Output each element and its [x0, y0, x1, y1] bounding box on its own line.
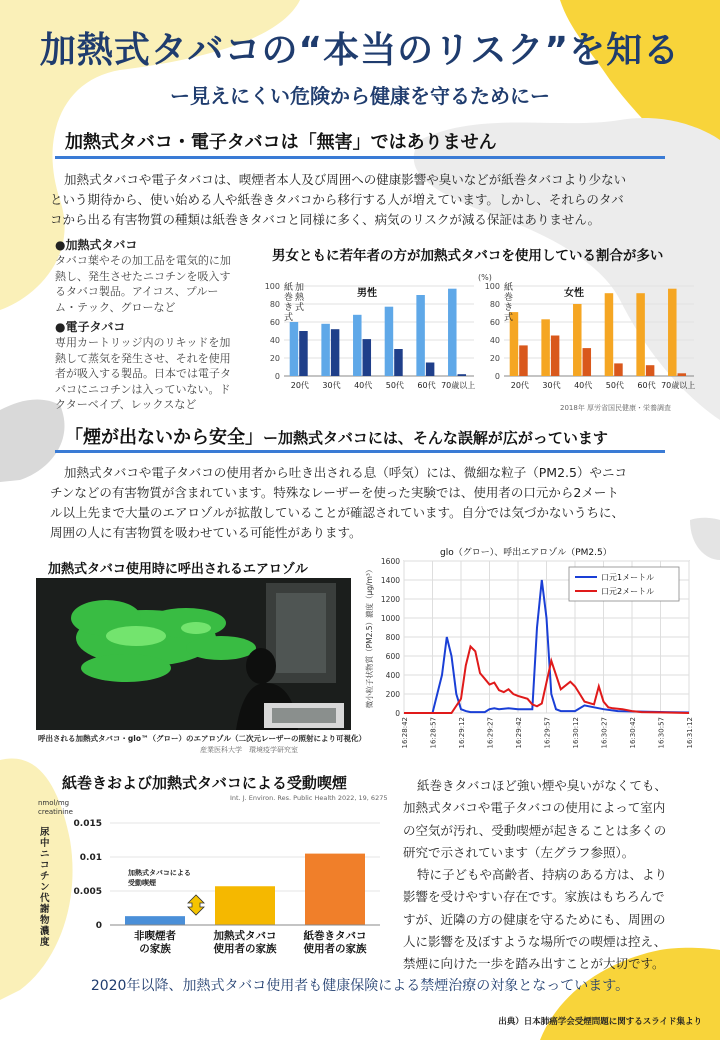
passive-smoking-chart [30, 795, 390, 965]
bar [519, 345, 528, 376]
x-tick-label: 16:29:27 [486, 717, 495, 749]
section1-heading-underline [55, 156, 665, 159]
x-tick-label: 40代 [574, 381, 593, 390]
section2-paragraph [50, 463, 695, 543]
bar [458, 374, 467, 376]
y-tick-label: 1000 [380, 614, 400, 623]
bar [394, 349, 403, 376]
x-tick-label: 16:30:42 [629, 717, 637, 749]
double-arrow-icon [188, 895, 204, 915]
y-axis-label-char: ニ [40, 849, 50, 860]
x-tick-label: 紙巻きタバコ [303, 930, 367, 942]
definition-line: バコにニコチンは入っていない。ド [55, 382, 231, 396]
annotation-char: き [284, 303, 294, 313]
bar [299, 331, 308, 376]
aerosol-photo-caption: 呼出される加熱式タバコ・glo™（グロー）のエアロゾル（二次元レーザーの照射により可視化） [38, 734, 367, 743]
definition-title: ●加熱式タバコ [55, 238, 138, 252]
x-tick-label: 16:30:57 [657, 717, 666, 749]
bar [573, 304, 582, 376]
paragraph-line: 紙巻きタバコほど強い煙や臭いがなくても、 [417, 778, 667, 793]
bar [215, 886, 275, 925]
definition-line: 者が吸入する製品。日本では電子タ [55, 367, 231, 380]
bar [353, 315, 362, 376]
paragraph-line: 研究で示されています（左グラフ参照）。 [403, 844, 635, 860]
definition-line: 熱し、発生させたニコチンを吸入す [55, 269, 231, 283]
bar [678, 373, 687, 376]
y-tick-label: 800 [385, 633, 400, 642]
footer-notice: 2020年以降、加熱式タバコ使用者も健康保険による禁煙治療の対象となっています。 [90, 978, 630, 994]
x-tick-label: 60代 [637, 381, 656, 390]
bar [426, 363, 435, 377]
definition-heated-tobacco [55, 236, 260, 315]
section2-heading-rest: ー加熱式タバコには、そんな誤解が広がっています [263, 429, 608, 447]
y-tick-label: 0 [274, 372, 280, 381]
bar [125, 916, 185, 925]
section1-paragraph [50, 170, 690, 230]
annotation-char: 巻 [284, 293, 294, 303]
annotation-label: 受動喫煙 [128, 879, 156, 887]
page-subtitle: ー見えにくい危険から健康を守るためにー [170, 84, 550, 108]
y-tick-label: 0 [95, 921, 102, 931]
paragraph-line: 加熱式タバコや電子タバコの使用によって室内 [403, 800, 666, 816]
paragraph-line: 影響を受けやすい存在です。家族はもちろんで [403, 889, 665, 905]
x-tick-label: 使用者の家族 [213, 943, 277, 955]
y-tick-label: 20 [269, 354, 280, 363]
y-tick-label: 0.01 [79, 853, 102, 863]
y-axis-label-char: コ [40, 860, 50, 871]
usage-chart-male [262, 272, 477, 402]
page-title: 加熱式タバコの“本当のリスク”を知る [39, 30, 681, 71]
bar [448, 289, 457, 376]
x-tick-label: 16:28:42 [401, 717, 409, 749]
y-axis-label-char: 中 [40, 838, 50, 849]
section3-paragraph [403, 775, 703, 976]
y-axis-label-char: 尿 [40, 827, 50, 838]
y-tick-label: 1400 [380, 576, 400, 585]
y-tick-label: 100 [264, 282, 280, 291]
bar [646, 365, 655, 376]
definition-line: るタバコ製品。アイコス、プルー [55, 285, 219, 298]
bar [551, 336, 560, 377]
annotation-char: 式 [295, 303, 305, 313]
y-tick-label: 0.015 [73, 819, 102, 829]
aerosol-photo-title: 加熱式タバコ使用時に呼出されるエアロゾル [48, 562, 308, 577]
x-tick-label: 70歳以上 [661, 381, 696, 390]
y-tick-label: 60 [269, 318, 280, 327]
aerosol-chart-title: glo（グロー）、呼出エアロゾル（PM2.5） [440, 548, 612, 558]
x-tick-label: 使用者の家族 [303, 943, 367, 955]
x-tick-label: 20代 [510, 381, 529, 390]
y-tick-label: 80 [269, 300, 280, 309]
x-tick-label: 30代 [542, 381, 561, 390]
paragraph-line: ル以上先まで大量のエアロゾルが拡散していることが確認されています。自分では気づかないうちに、 [50, 505, 625, 520]
y-tick-label: 600 [385, 652, 400, 661]
x-tick-label: 30代 [322, 381, 341, 390]
x-tick-label: 16:29:12 [458, 717, 466, 749]
usage-chart-female [474, 272, 699, 402]
definition-e-cigarette [55, 318, 260, 413]
section2-heading-underline [55, 450, 665, 453]
definition-line: 熱して蒸気を発生させ、それを使用 [55, 351, 231, 365]
y-unit-line: creatinine [38, 808, 73, 816]
y-tick-label: 200 [385, 690, 400, 699]
x-tick-label: 70歳以上 [441, 381, 476, 390]
chart-subtitle: 男性 [357, 288, 377, 299]
bar [331, 329, 340, 376]
y-tick-label: 40 [489, 336, 500, 345]
x-tick-label: 40代 [354, 381, 373, 390]
footer-source: 出典）日本肺癌学会受煙問題に関するスライド集より [498, 1017, 702, 1027]
paragraph-line: チンなどの有害物質が含まれています。特殊なレーザーを使った実験では、使用者の口元から2メート [50, 485, 619, 500]
bar [305, 854, 365, 925]
bar [290, 322, 299, 376]
bar [541, 319, 550, 376]
bar [605, 293, 614, 376]
paragraph-line: 人に影響を及ぼすような場所での喫煙は控え、 [403, 934, 667, 950]
y-axis-label-char: 謝 [40, 904, 50, 915]
chart-subtitle: 女性 [564, 288, 584, 299]
bar [583, 348, 592, 376]
x-tick-label: 50代 [385, 381, 404, 390]
definition-line: クターベイプ、レックスなど [55, 398, 197, 411]
x-tick-label: 加熱式タバコ [213, 930, 277, 942]
paragraph-line: 周囲の人に有害物質を吸わせている可能性があります。 [50, 525, 362, 540]
definition-title: ●電子タバコ [55, 320, 126, 334]
y-unit-line: nmol/mg [38, 799, 70, 807]
x-tick-label: 60代 [417, 381, 436, 390]
paragraph-line: 加熱式タバコや電子タバコは、喫煙者本人及び周囲への健康影響や臭いなどが紙巻タバコより少ない [64, 172, 627, 187]
x-tick-label: 20代 [290, 381, 309, 390]
passive-chart-source: Int. J. Environ. Res. Public Health 2022, 19, 6275 [230, 794, 388, 802]
y-axis-label-char: 代 [40, 893, 50, 904]
passive-chart-title: 紙巻きおよび加熱式タバコによる受動喫煙 [62, 774, 347, 792]
annotation-label: 加熱式タバコによる [128, 869, 191, 877]
y-tick-label: 0 [494, 372, 500, 381]
annotation-char: 紙 [504, 283, 514, 293]
section2-heading [65, 423, 608, 449]
x-tick-label: の家族 [139, 943, 171, 955]
y-axis-unit: (%) [478, 273, 492, 282]
paragraph-line: 特に子どもや高齢者、持病のある方は、より [417, 867, 668, 883]
bar [363, 339, 372, 376]
x-tick-label: 50代 [605, 381, 624, 390]
section1-heading: 加熱式タバコ・電子タバコは「無害」ではありません [65, 132, 497, 153]
annotation-char: 式 [504, 313, 514, 323]
x-tick-label: 16:30:27 [600, 717, 609, 749]
usage-chart-title: 男女ともに若年者の方が加熱式タバコを使用している割合が多い [272, 248, 664, 264]
y-axis-label-char: 度 [40, 937, 50, 948]
bar [416, 295, 425, 376]
annotation-char: 式 [284, 313, 294, 323]
y-axis-label-char: 濃 [40, 926, 50, 937]
y-tick-label: 20 [489, 354, 500, 363]
x-tick-label: 16:28:57 [429, 717, 438, 749]
section2-heading-main: 「煙が出ないから安全」 [65, 427, 263, 448]
usage-chart-source: 2018年 厚労省国民健康・栄養調査 [560, 404, 672, 412]
paragraph-line: 禁煙に向けた一歩を踏み出すことが大切です。 [403, 956, 665, 972]
paragraph-line: の空気が汚れ、受動喫煙が起きることは多くの [403, 822, 667, 838]
y-axis-label-char: ン [40, 882, 50, 893]
legend-label: 口元1メートル [601, 573, 655, 582]
bar [614, 363, 623, 376]
aerosol-line-chart [362, 555, 697, 760]
y-tick-label: 400 [385, 671, 400, 680]
y-axis-label-char: チ [40, 871, 50, 882]
paragraph-line: 加熱式タバコや電子タバコの使用者から吐き出される息（呼気）には、微細な粒子（PM2.5）やニコ [64, 465, 627, 480]
annotation-char: 熱 [295, 293, 305, 303]
y-tick-label: 60 [489, 318, 500, 327]
bar [668, 289, 677, 376]
paragraph-line: という期待から、使い始める人や紙巻きタバコから移行する人が増えています。しかし、それらのタバ [50, 192, 624, 207]
x-tick-label: 16:29:42 [515, 717, 523, 749]
y-tick-label: 40 [269, 336, 280, 345]
definition-line: ム・テック、グローなど [55, 300, 176, 314]
annotation-char: 加 [295, 283, 305, 293]
y-tick-label: 100 [484, 282, 500, 291]
y-tick-label: 80 [489, 300, 500, 309]
bar [385, 307, 394, 376]
y-tick-label: 0 [395, 709, 400, 718]
y-axis-label: 微小粒子状物質（PM2.5）濃度（μg/m³） [365, 565, 374, 709]
x-tick-label: 16:30:12 [572, 717, 580, 749]
legend-label: 口元2メートル [601, 587, 655, 596]
definition-line: タバコ葉やその加工品を電気的に加 [55, 254, 231, 267]
paragraph-line: すが、近隣の方の健康を守るためにも、周囲の [403, 911, 666, 927]
y-axis-label-char: 物 [40, 915, 50, 926]
bar [636, 293, 645, 376]
y-tick-label: 0.005 [73, 887, 102, 897]
annotation-char: 紙 [284, 283, 294, 293]
definition-line: 専用カートリッジ内のリキッドを加 [55, 336, 231, 349]
x-tick-label: 16:31:12 [686, 717, 694, 749]
bar [321, 324, 330, 376]
x-tick-label: 16:29:57 [543, 717, 552, 749]
y-tick-label: 1200 [380, 595, 400, 604]
x-tick-label: 非喫煙者 [134, 930, 176, 942]
annotation-char: き [504, 303, 514, 313]
y-tick-label: 1600 [380, 557, 400, 566]
paragraph-line: コから出る有害物質の種類は紙巻きタバコと同様に多く、病気のリスクが減る保証はありません。 [50, 212, 601, 227]
aerosol-photo [36, 578, 351, 730]
aerosol-photo-credit: 産業医科大学 環境疫学研究室 [200, 746, 298, 754]
annotation-char: 巻 [504, 293, 514, 303]
